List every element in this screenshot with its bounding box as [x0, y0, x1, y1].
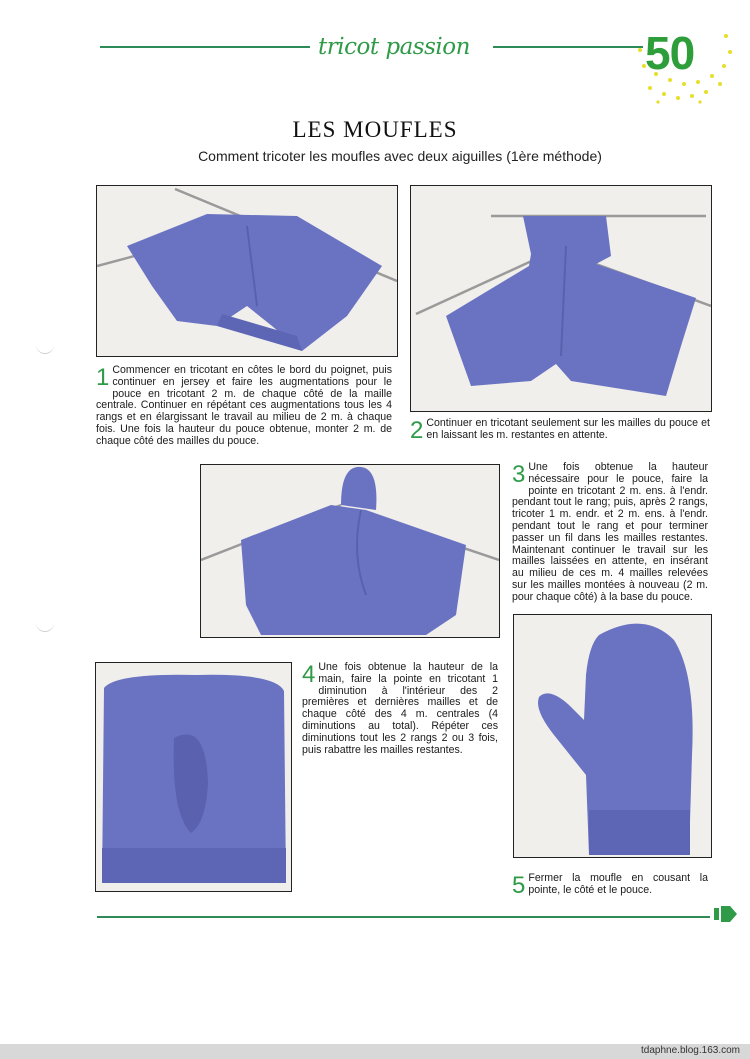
next-page-arrow-icon[interactable] [714, 905, 738, 923]
source-credit: tdaphne.blog.163.com [641, 1045, 740, 1056]
step-text: Une fois obtenue la hauteur nécessaire pour le pouce, faire la pointe en tricotant 2 m. ens. à l'endr. pendant tout le rang; puis, après 2 rangs, tricoter 1 m. endr. et 2 m. ens. à l'endr. pendant tout le rang et pour terminer passer un fil dans les mailles restantes. Maintenant continuer le travail sur les mailles laissées en attente, en insérant au milieu de ces m. 4 mailles relevées sur les mailles montées à nouveau (2 m. pour chaque côté) à la base du pouce. [512, 461, 708, 603]
page-title: LES MOUFLES [292, 117, 458, 142]
step-5 [512, 873, 708, 897]
step-text: Une fois obtenue la hauteur de la main, faire la pointe en tricotant 1 diminution à l'intérieur des 2 premières et dernières mailles et de chaque côté des 4 m. centrales (4 diminutions au total). Répéter ces diminutions tout les 2 rangs 2 ou 3 fois, puis rabattre les mailles restantes. [302, 661, 498, 756]
step-text: Continuer en tricotant seulement sur les mailles du pouce et en laissant les m. restantes en attente. [426, 417, 710, 441]
photo-step-4 [95, 662, 292, 892]
photo-step-5 [513, 614, 712, 858]
brand-name: tricot passion [318, 34, 470, 60]
step-number: 2 [410, 417, 424, 444]
photo-step-3 [200, 464, 500, 638]
scan-border [0, 1044, 750, 1059]
header-rule-left [100, 46, 310, 48]
step-text: Fermer la moufle en cousant la pointe, le côté et le pouce. [528, 872, 708, 896]
step-2 [410, 418, 710, 442]
photo-step-2 [410, 185, 712, 412]
photo-step-1 [96, 185, 398, 357]
step-4 [302, 662, 498, 756]
step-3 [512, 462, 708, 604]
step-number: 3 [512, 461, 526, 488]
binder-hole-icon [36, 344, 54, 354]
binder-hole-icon [36, 622, 54, 632]
page-number: 50 [645, 27, 695, 79]
step-text: Commencer en tricotant en côtes le bord du poignet, puis continuer en jersey et faire les augmentations pour le pouce en tricotant 2 m. de chaque côté de la maille centrale. Continuer en répétant ces augmentations tous les 4 rangs et en élargissant le travail au milieu de 2 m. à chaque fois. Une fois la hauteur du pouce obtenue, monter 2 m. de chaque côté des mailles du pouce. [96, 364, 392, 447]
footer-rule [97, 916, 710, 918]
step-number: 4 [302, 661, 316, 688]
step-number: 1 [96, 364, 110, 391]
step-number: 5 [512, 872, 526, 899]
step-1 [96, 365, 392, 448]
header-rule-right [493, 46, 643, 48]
page-subtitle: Comment tricoter les moufles avec deux aiguilles (1ère méthode) [198, 148, 602, 164]
